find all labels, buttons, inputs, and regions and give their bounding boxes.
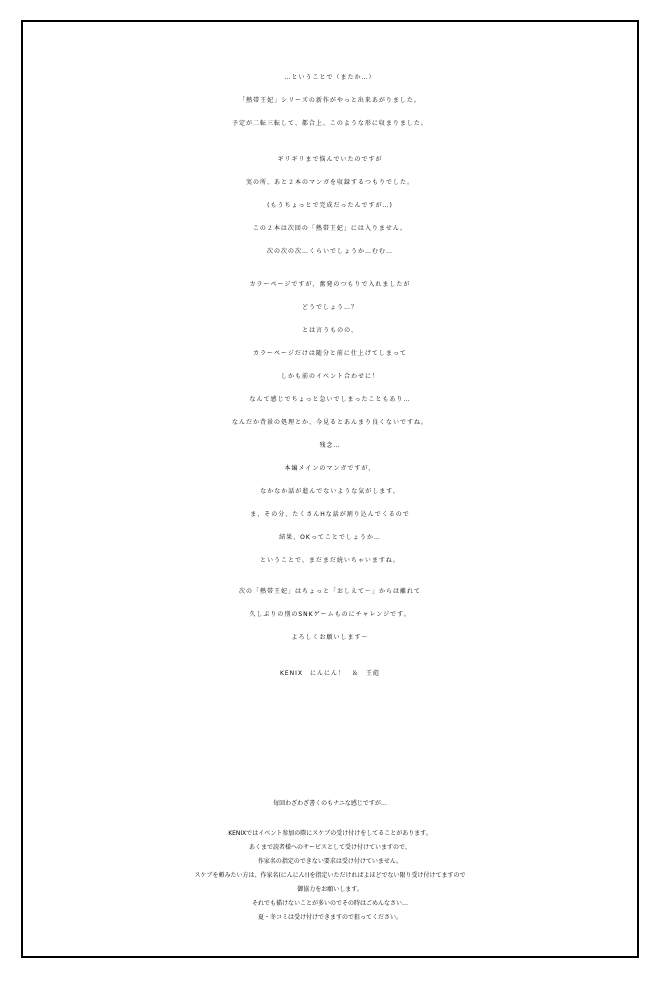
text-line: ギリギリまで悩んでいたのですが (277, 156, 383, 163)
text-line: なかなか話が進んでないような気がします。 (260, 488, 400, 495)
notice-line: あくまで読者様へのサービスとして受け付けていますので、 (249, 844, 411, 851)
text-line: 次の「熱帯王妃」はちょっと「おしえて～」からは離れて (238, 588, 421, 595)
text-line: 結果、OKってことでしょうか… (279, 534, 381, 541)
signature (24, 662, 636, 685)
paragraph-1 (24, 66, 636, 135)
text-line: (もうちょっとで完成だったんですが…) (267, 202, 393, 209)
signature-text: KENIX にんにん！ ＆ 王彪 (279, 670, 381, 677)
notice-body (24, 827, 636, 925)
text-line: ま、その分、たくさんHな話が割り込んでくるので (250, 511, 410, 518)
notice-heading-text: 毎回わざわざ書くのもナニな感じですが… (273, 800, 387, 807)
paragraph-5 (24, 580, 636, 649)
text-line: 予定が二転三転して、都合上、このような形に収まりました。 (232, 120, 428, 127)
text-line: 実の所、あと２本のマンガを収録するつもりでした。 (246, 179, 414, 186)
text-line: なんだか背景の処理とか、今見るとあんまり良くないですね。 (231, 419, 428, 426)
text-line: 次の次の次…くらいでしょうか…むむ… (266, 248, 393, 255)
text-line: …ということで（またか…） (284, 74, 376, 81)
paragraph-2 (24, 148, 636, 263)
text-line: 残念… (319, 442, 341, 449)
notice-line: 作家名の指定のできない要求は受け付けていません。 (257, 858, 403, 865)
notice-line: スケブを頼みたい方は、作家名(にんにん!)を指定いただければよほどでない限り受け付けてますので (194, 872, 466, 879)
text-line: ということで、まだまだ続いちゃいますね。 (260, 557, 400, 564)
text-line: この２本は次回の「熱帯王妃」には入りません。 (252, 225, 408, 232)
text-line: なんて感じでちょっと急いでしまったこともあり… (249, 396, 411, 403)
text-line: よろしくお願いします～ (291, 634, 369, 641)
text-line: 「熱帯王妃」シリーズの新作がやっと出来あがりました。 (239, 97, 421, 104)
notice-line: 御協力をお願いします。 (297, 886, 363, 893)
text-line: カラーページですが、奮発のつもりで入れましたが (249, 281, 411, 288)
text-line: とは言うものの、 (302, 327, 358, 334)
paragraph-3 (24, 273, 636, 457)
text-line: どうでしょう…？ (301, 304, 358, 311)
text-line: 久しぶりの別のSNKゲームものにチャレンジです。 (249, 611, 411, 618)
text-line: カラーページだけは随分と前に仕上げてしまって (253, 350, 407, 357)
notice-line: それでも描けないことが多いのでその時はごめんなさい… (251, 900, 408, 907)
text-line: 本編メインのマンガですが、 (284, 465, 376, 472)
paragraph-4 (24, 457, 636, 572)
notice-heading (24, 797, 636, 811)
notice-line: 夏・冬コミは受け付けできますので狙ってください。 (257, 914, 402, 921)
notice-line: KENIXではイベント参加の際にスケブの受け付けをしてることがあります。 (228, 830, 432, 837)
text-line: しかも前のイベント合わせに！ (280, 373, 379, 380)
